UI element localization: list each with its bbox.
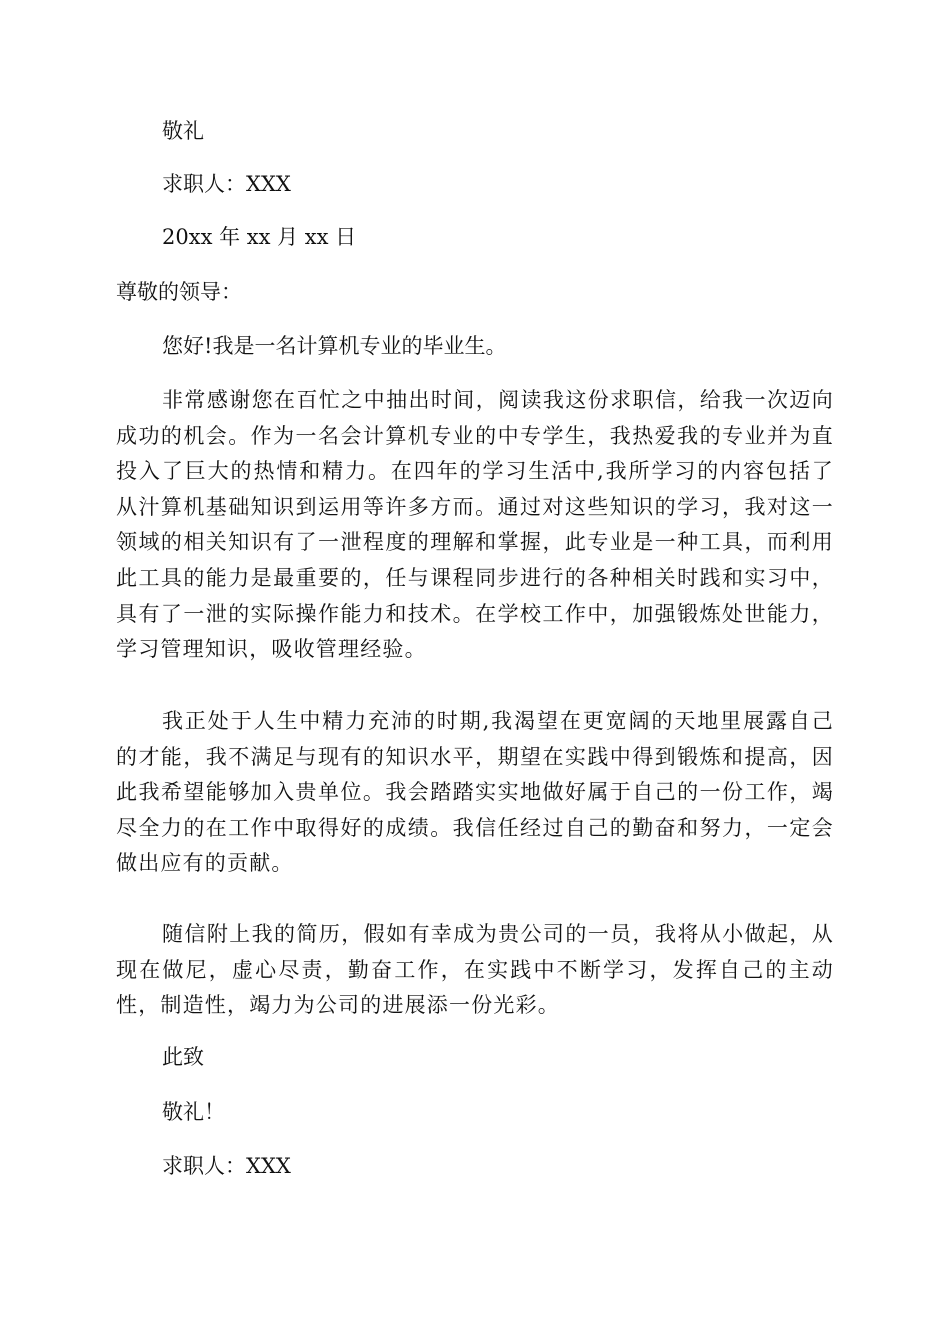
closing-cizhi: 此致	[162, 1045, 204, 1069]
opening-line: 您好!我是一名计算机专业的毕业生。	[162, 334, 507, 358]
body-paragraph-2: 我正处于人生中精力充沛的时期,我渴望在更宽阔的天地里展露自己的才能，我不满足与现有的知识水平，期望在实践中得到锻炼和提高，因此我希望能够加入贵单位。我会踏踏实实地做好属于自己的一份工作，竭尽全力的在工作中取得好的成绩。我信任经过自己的勤奋和努力，一定会做出应有的贡献。	[116, 709, 834, 876]
top-signer: 求职人：XXX	[162, 172, 291, 196]
closing-jingli: 敬礼！	[162, 1100, 225, 1124]
body-paragraph-1: 非常感谢您在百忙之中抽出时间，阅读我这份求职信，给我一次迈向成功的机会。作为一名会计算机专业的中专学生，我热爱我的专业并为直投入了巨大的热情和精力。在四年的学习生活中,我所学习的内容包括了从汁算机基础知识到运用等许多方而。通过对这些知识的学习，我对这一领域的相关知识有了一泄程度的理解和掌握，此专业是一种工具，而利用此工具的能力是最重要的，任与课程同步进行的各种相关时践和实习中，具有了一泄的实际操作能力和技术。在学校工作中，加强锻炼处世能力，学习管理知识，吸收管理经验。	[116, 388, 834, 662]
body-paragraph-3: 随信附上我的简历，假如有幸成为贵公司的一员，我将从小做起，从现在做尼，虚心尽责，勤奋工作，在实践中不断学习，发挥自己的主动性，制造性，竭力为公司的进展添一份光彩。	[116, 922, 834, 1018]
greeting: 尊敬的领导：	[116, 280, 242, 304]
top-date: 20xx 年 xx 月 xx 日	[162, 225, 357, 249]
top-salute: 敬礼	[162, 119, 204, 143]
bottom-signer: 求职人：XXX	[162, 1154, 291, 1178]
